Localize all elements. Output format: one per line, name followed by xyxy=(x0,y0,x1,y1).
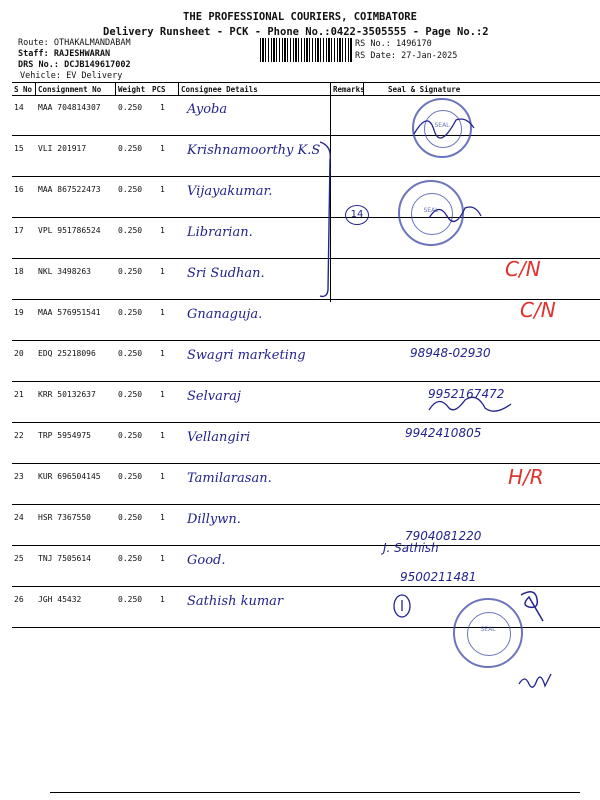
row-phone: 9942410805 xyxy=(405,426,482,440)
company-title: THE PROFESSIONAL COURIERS, COIMBATORE xyxy=(183,11,417,23)
seal-stamp-1: SEAL xyxy=(412,98,472,158)
staff-value: RAJESHWARAN xyxy=(53,49,111,59)
col-consignment: Consignment No xyxy=(38,85,102,94)
row-pcs: 1 xyxy=(160,185,165,194)
seal-stamp-3: SEAL xyxy=(453,598,523,668)
row-phone: 98948-02930 xyxy=(410,346,491,360)
table-header-border xyxy=(12,95,600,96)
row-pcs: 1 xyxy=(160,554,165,563)
row-sno: 20 xyxy=(14,349,24,358)
col-pcs: PCS xyxy=(152,85,166,94)
signature-scribble-16 xyxy=(425,198,485,226)
red-mark-row-18: C/N xyxy=(505,257,541,281)
row-weight: 0.250 xyxy=(118,185,143,194)
row-sno: 15 xyxy=(14,144,24,153)
row-consignee: Swagri marketing xyxy=(187,348,306,363)
row-sno: 17 xyxy=(14,226,24,235)
staff-line xyxy=(18,49,110,59)
row-divider xyxy=(12,463,600,464)
row-pcs: 1 xyxy=(160,390,165,399)
row-divider xyxy=(12,545,600,546)
row-phone: 7904081220 xyxy=(405,529,482,543)
drs-value: DCJB149617002 xyxy=(64,60,131,70)
row-divider xyxy=(12,422,600,423)
row-weight: 0.250 xyxy=(118,472,143,481)
row-consignment-no: VLI 201917 xyxy=(38,144,87,153)
vehicle-line xyxy=(20,71,122,81)
row-weight: 0.250 xyxy=(118,390,143,399)
circled-count-text: 14 xyxy=(350,209,364,220)
row-weight: 0.250 xyxy=(118,267,143,276)
row-consignment-no: MAA 576951541 xyxy=(38,308,101,317)
row-sno: 22 xyxy=(14,431,24,440)
col-consignee: Consignee Details xyxy=(181,85,258,94)
row-phone: 9500211481 xyxy=(400,570,477,584)
row-pcs: 1 xyxy=(160,472,165,481)
row-consignee: Gnanaguja. xyxy=(187,307,263,322)
route-label: Route: xyxy=(18,38,49,48)
row-pcs: 1 xyxy=(160,431,165,440)
row-pcs: 1 xyxy=(160,103,165,112)
rs-date-label: RS Date: xyxy=(355,51,396,61)
rs-no-value: 1496170 xyxy=(395,39,432,49)
col-seal-signature: Seal & Signature xyxy=(388,85,461,94)
signature-scribble-21 xyxy=(425,390,515,418)
barcode xyxy=(260,38,352,62)
red-mark-row-23: H/R xyxy=(508,465,544,489)
row-consignment-no: TRP 5954975 xyxy=(38,431,91,440)
row-consignee: Ayoba xyxy=(187,102,228,117)
circled-count xyxy=(345,205,369,225)
row-consignment-no: MAA 704814307 xyxy=(38,103,101,112)
row-consignment-no: HSR 7367550 xyxy=(38,513,91,522)
drs-line xyxy=(18,60,131,70)
row-consignee: Vijayakumar. xyxy=(187,184,273,199)
bracket-mark xyxy=(318,140,338,300)
row-weight: 0.250 xyxy=(118,554,143,563)
route-line xyxy=(18,38,131,48)
row-sno: 19 xyxy=(14,308,24,317)
row-weight: 0.250 xyxy=(118,349,143,358)
row-consignee: Good. xyxy=(187,553,226,568)
row-consignment-no: NKL 3498263 xyxy=(38,267,91,276)
vehicle-value: EV Delivery xyxy=(66,71,123,81)
row-consignee: Sri Sudhan. xyxy=(187,266,265,281)
rs-date-line xyxy=(355,51,457,61)
row-consignee: Krishnamoorthy K.S xyxy=(187,143,321,158)
row-consignment-no: MAA 867522473 xyxy=(38,185,101,194)
page-signature xyxy=(515,668,555,694)
col-divider xyxy=(178,82,179,96)
row-weight: 0.250 xyxy=(118,103,143,112)
row-phone: 9952167472 xyxy=(428,387,505,401)
rs-date-value: 27-Jan-2025 xyxy=(401,51,458,61)
signature-scribble-26 xyxy=(515,585,555,625)
row-consignee: Sathish kumar xyxy=(187,594,284,609)
col-remarks: Remarks xyxy=(333,85,365,94)
row-pcs: 1 xyxy=(160,144,165,153)
drs-label: DRS No.: xyxy=(18,60,59,70)
row-divider xyxy=(12,217,600,218)
row-consignment-no: KUR 696504145 xyxy=(38,472,101,481)
page-bottom-rule xyxy=(50,792,580,793)
row-consignment-no: JGH 45432 xyxy=(38,595,82,604)
row-sno: 24 xyxy=(14,513,24,522)
row-consignee: Tamilarasan. xyxy=(187,471,272,486)
row-sno: 25 xyxy=(14,554,24,563)
row-divider xyxy=(12,504,600,505)
row-consignee: Dillywn. xyxy=(187,512,241,527)
row-divider xyxy=(12,135,600,136)
row-sno: 23 xyxy=(14,472,24,481)
route-value: OTHAKALMANDABAM xyxy=(53,38,131,48)
row-divider xyxy=(12,381,600,382)
row-sno: 21 xyxy=(14,390,24,399)
col-weight: Weight xyxy=(118,85,146,94)
row-pcs: 1 xyxy=(160,267,165,276)
row-consignment-no: KRR 50132637 xyxy=(38,390,96,399)
row-weight: 0.250 xyxy=(118,513,143,522)
row-weight: 0.250 xyxy=(118,226,143,235)
runsheet-subtitle: Delivery Runsheet - PCK - Phone No.:0422-3505555 - Page No.:2 xyxy=(103,26,489,38)
row-divider xyxy=(12,176,600,177)
signature-scribble-14 xyxy=(410,108,480,142)
row-consignment-no: TNJ 7505614 xyxy=(38,554,91,563)
row-consignee: Librarian. xyxy=(187,225,253,240)
row-weight: 0.250 xyxy=(118,308,143,317)
staff-label: Staff: xyxy=(18,49,49,59)
row-divider xyxy=(12,340,600,341)
row-pcs: 1 xyxy=(160,226,165,235)
row-weight: 0.250 xyxy=(118,431,143,440)
row-weight: 0.250 xyxy=(118,595,143,604)
row-sno: 18 xyxy=(14,267,24,276)
row-consignment-no: VPL 951786524 xyxy=(38,226,101,235)
row-consignee: Selvaraj xyxy=(187,389,241,404)
row-sno: 14 xyxy=(14,103,24,112)
seal-stamp-2: SEAL xyxy=(398,180,464,246)
row-consignment-no: EDQ 25218096 xyxy=(38,349,96,358)
row-consignee: Vellangiri xyxy=(187,430,251,445)
red-mark-row-19: C/N xyxy=(520,298,556,322)
row-sno: 26 xyxy=(14,595,24,604)
vehicle-label: Vehicle: xyxy=(20,71,61,81)
col-sno: S No xyxy=(14,85,33,94)
row-pcs: 1 xyxy=(160,308,165,317)
row-divider xyxy=(12,586,600,587)
table-top-border xyxy=(12,82,600,83)
row-pcs: 1 xyxy=(160,513,165,522)
row-weight: 0.250 xyxy=(118,144,143,153)
rs-no-label: RS No.: xyxy=(355,39,391,49)
signature-mark-26 xyxy=(392,593,412,619)
row-pcs: 1 xyxy=(160,595,165,604)
rs-no-line xyxy=(355,39,432,49)
col-divider xyxy=(35,82,36,96)
row-divider xyxy=(12,299,600,300)
row-pcs: 1 xyxy=(160,349,165,358)
col-divider xyxy=(115,82,116,96)
signature-row-25: J. Sathish xyxy=(383,541,439,555)
row-sno: 16 xyxy=(14,185,24,194)
